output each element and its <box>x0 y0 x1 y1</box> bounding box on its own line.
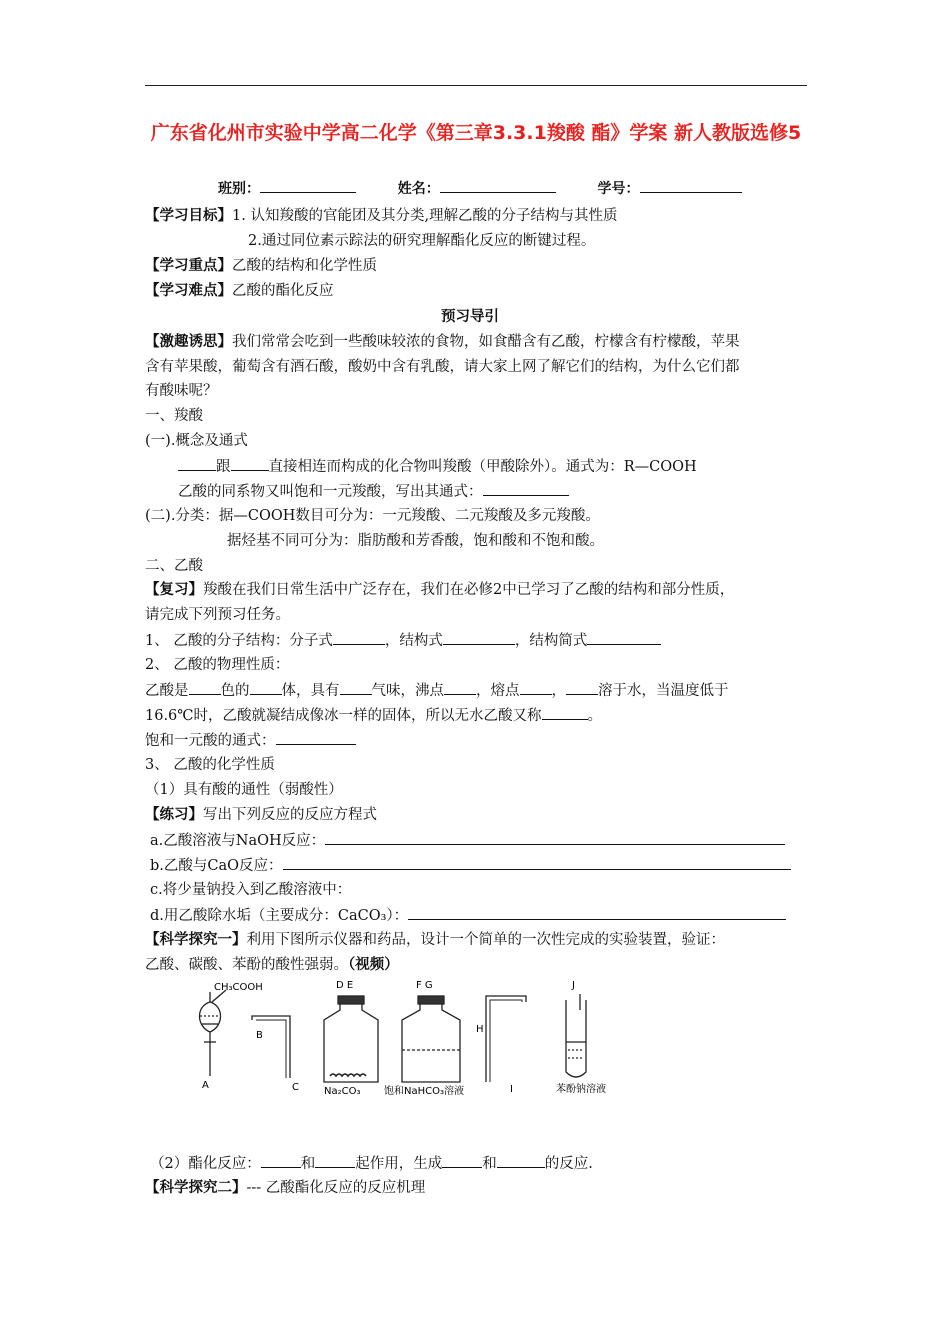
ester-text-d: 和 <box>482 1156 497 1172</box>
class-label: 班别： <box>218 181 260 197</box>
student-info <box>218 178 742 199</box>
phys-text-c: 体，具有 <box>281 683 340 699</box>
reaction-b-blank[interactable] <box>283 855 791 870</box>
bent-tube-bc-inner <box>256 1020 286 1078</box>
classify-line2: 据烃基不同可分为：脂肪酸和芳香酸，饱和酸和不饱和酸。 <box>227 533 604 549</box>
intro-line2: 含有苹果酸，葡萄含有酒石酸，酸奶中含有乳酸，请大家上网了解它们的结构，为什么它们都 <box>145 359 740 375</box>
preview-heading: 预习导引 <box>441 309 499 325</box>
difficulty-tag: 【学习难点】 <box>145 283 232 299</box>
concept-text-b: 直接相连而构成的化合物叫羧酸（甲酸除外）。通式为：R—COOH <box>268 459 697 475</box>
glacial-acetic-blank[interactable] <box>542 705 588 720</box>
esterification-line <box>150 1153 593 1174</box>
structure-line <box>145 630 661 651</box>
reaction-d-text: d.用乙酸除水垢（主要成分：CaCO₃）： <box>150 908 409 924</box>
section-carboxylic-acid: 一、羧酸 <box>145 408 203 424</box>
state-blank[interactable] <box>250 680 282 695</box>
phys-text-b: 色的 <box>220 683 250 699</box>
explore1-tag: 【科学探究一】 <box>145 932 247 948</box>
ester-text-e: 的反应. <box>544 1156 593 1172</box>
melting-point-blank[interactable] <box>520 680 552 695</box>
bent-tube-hi-inner <box>490 1000 522 1082</box>
saturated-acid-text: 饱和一元酸的通式： <box>145 733 276 749</box>
practice-tag: 【练习】 <box>145 807 203 823</box>
explore1-text1: 利用下图所示仪器和药品，设计一个简单的一次性完成的实验装置，验证： <box>246 932 725 948</box>
solubility-blank[interactable] <box>566 680 598 695</box>
bottle-na2co3 <box>324 996 378 1082</box>
phenolate-label: 苯酚钠溶液 <box>556 1084 606 1095</box>
practice-text: 写出下列反应的反应方程式 <box>203 807 377 823</box>
label-j: J <box>572 980 575 991</box>
label-b: B <box>256 1030 263 1041</box>
explore1-line2 <box>145 955 399 975</box>
label-a: A <box>202 1080 209 1091</box>
formula-blank[interactable] <box>333 630 385 645</box>
physical-title: 2、 乙酸的物理性质： <box>145 657 290 673</box>
phys-text-a: 乙酸是 <box>145 683 189 699</box>
structure-text-b: ，结构式 <box>384 633 443 649</box>
label-h: H <box>476 1024 484 1035</box>
intro-line1 <box>145 332 740 352</box>
label-de: D E <box>336 980 354 991</box>
reaction-d-blank[interactable] <box>408 905 786 920</box>
explore2-line <box>145 1178 425 1198</box>
ester-text-a: （2）酯化反应： <box>150 1156 261 1172</box>
structure-text-a: 1、 乙酸的分子结构：分子式 <box>145 633 333 649</box>
top-rule <box>145 85 807 86</box>
saturated-acid-line <box>145 730 356 751</box>
difficulty-line <box>145 281 334 301</box>
label-c: C <box>292 1082 299 1093</box>
explore2-tag: 【科学探究二】 <box>145 1180 247 1196</box>
ester-blank-3[interactable] <box>442 1153 482 1168</box>
saturated-acid-blank[interactable] <box>276 730 356 745</box>
reaction-c: c.将少量钠投入到乙酸溶液中： <box>150 882 352 898</box>
id-blank[interactable] <box>640 178 742 193</box>
explore1-line1 <box>145 930 725 950</box>
review-text1: 羧酸在我们日常生活中广泛存在，我们在必修2中已学习了乙酸的结构和部分性质， <box>203 582 735 598</box>
review-line1 <box>145 580 734 600</box>
acid-property: （1）具有酸的通性（弱酸性） <box>145 782 343 798</box>
physical-line2 <box>145 705 602 726</box>
explore2-text: --- 乙酸酯化反应的反应机理 <box>246 1180 426 1196</box>
boiling-point-blank[interactable] <box>444 680 476 695</box>
id-label: 学号： <box>597 181 640 197</box>
name-blank[interactable] <box>440 178 556 193</box>
structure-text-c: ，结构简式 <box>514 633 588 649</box>
explore1-text2: 乙酸、碳酸、苯酚的酸性强弱。 <box>145 957 348 973</box>
ester-blank-1[interactable] <box>261 1153 301 1168</box>
focus-text: 乙酸的结构和化学性质 <box>232 258 377 274</box>
phys2-text-a: 16.6℃时，乙酸就凝结成像冰一样的固体，所以无水乙酸又称 <box>145 708 542 724</box>
bottle-nahco3 <box>402 996 460 1082</box>
bent-tube-hi <box>486 996 526 1082</box>
test-tube-j <box>566 994 586 1077</box>
video-label[interactable]: （视频） <box>348 957 399 973</box>
goals-tag: 【学习目标】 <box>145 208 232 224</box>
reaction-b <box>150 855 791 876</box>
intro-line3: 有酸味呢？ <box>145 383 218 399</box>
ester-text-b: 和 <box>300 1156 316 1172</box>
intro-text1: 我们常常会吃到一些酸味较浓的食物，如食醋含有乙酸，柠檬含有柠檬酸，苹果 <box>232 334 740 350</box>
structural-formula-blank[interactable] <box>443 630 515 645</box>
concept-blank-1[interactable] <box>178 456 216 471</box>
condensed-formula-blank[interactable] <box>587 630 661 645</box>
ester-text-c: 起作用，生成 <box>355 1156 443 1172</box>
na2co3-label: Na₂CO₃ <box>324 1086 361 1097</box>
practice-line <box>145 805 377 825</box>
homolog-text: 乙酸的同系物又叫饱和一元羧酸，写出其通式： <box>178 484 483 500</box>
physical-line1 <box>145 680 729 701</box>
bent-tube-bc <box>252 1016 290 1078</box>
separatory-funnel <box>200 990 227 1076</box>
concept-text-a: 跟 <box>216 459 231 475</box>
reaction-b-text: b.乙酸与CaO反应： <box>150 858 283 874</box>
focus-line <box>145 256 377 276</box>
reaction-a-text: a.乙酸溶液与NaOH反应： <box>150 833 326 849</box>
phys-text-f: ， <box>551 683 566 699</box>
odor-blank[interactable] <box>340 680 372 695</box>
acid-label: CH₃COOH <box>214 982 263 993</box>
reaction-a-blank[interactable] <box>325 830 785 845</box>
phys-text-g: 溶于水，当温度低于 <box>598 683 729 699</box>
phys-text-d: 气味，沸点 <box>371 683 444 699</box>
page-title: 广东省化州市实验中学高二化学《第三章3.3.1羧酸 酯》学案 新人教版选修5 <box>150 122 802 144</box>
subsection-concept: (一).概念及通式 <box>145 433 248 449</box>
homolog-line <box>178 481 569 502</box>
goals-item2: 2.通过同位素示踪法的研究理解酯化反应的断键过程。 <box>248 233 596 249</box>
review-tag: 【复习】 <box>145 582 203 598</box>
phys2-text-b: 。 <box>587 708 603 724</box>
name-label: 姓名： <box>397 181 440 197</box>
classify-line1: (二).分类：据—COOH数目可分为：一元羧酸、二元羧酸及多元羧酸。 <box>145 508 600 524</box>
goals-item1: 1. 认知羧酸的官能团及其分类,理解乙酸的分子结构与其性质 <box>232 208 618 224</box>
phys-text-e: ，熔点 <box>476 683 520 699</box>
reaction-a <box>150 830 785 851</box>
difficulty-text: 乙酸的酯化反应 <box>232 283 334 299</box>
focus-tag: 【学习重点】 <box>145 258 232 274</box>
ester-blank-4[interactable] <box>497 1153 545 1168</box>
ester-blank-2[interactable] <box>315 1153 355 1168</box>
homolog-blank[interactable] <box>483 481 569 496</box>
review-line2: 请完成下列预习任务。 <box>145 607 290 623</box>
goals-line1 <box>145 206 618 226</box>
chemical-title: 3、 乙酸的化学性质 <box>145 757 275 773</box>
label-i: I <box>510 1084 513 1095</box>
nahco3-label: 饱和NaHCO₃溶液 <box>384 1086 464 1097</box>
color-blank[interactable] <box>189 680 221 695</box>
concept-line <box>178 456 697 477</box>
apparatus-figure <box>190 976 650 1104</box>
intro-tag: 【激趣诱思】 <box>145 334 232 350</box>
reaction-d <box>150 905 786 926</box>
section-acetic-acid: 二、乙酸 <box>145 558 203 574</box>
concept-blank-2[interactable] <box>231 456 269 471</box>
class-blank[interactable] <box>260 178 356 193</box>
label-fg: F G <box>416 980 433 991</box>
